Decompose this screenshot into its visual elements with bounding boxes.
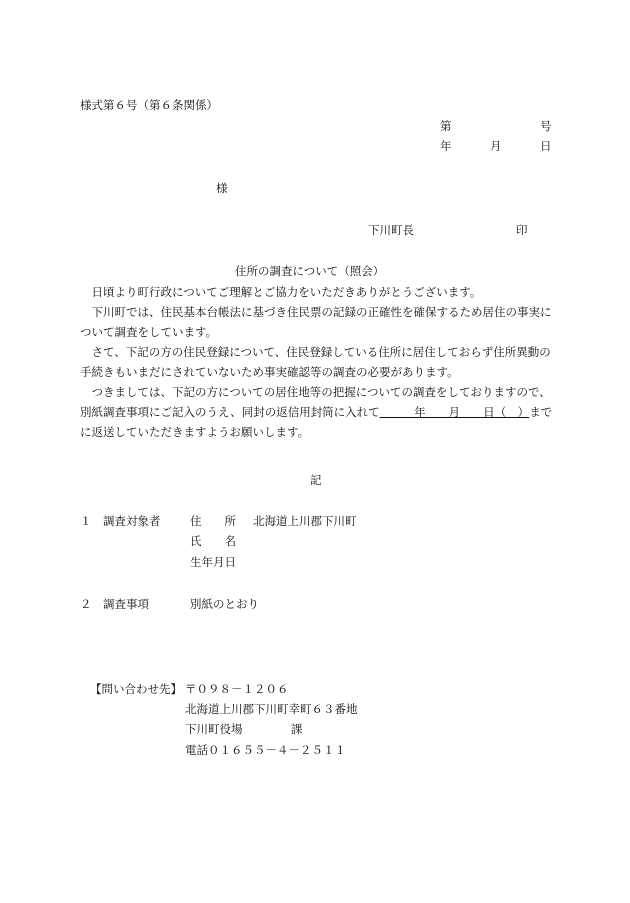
- form-label: 様式第６号（第６条関係）: [80, 98, 218, 112]
- birthdate-label: 生年月日: [190, 555, 236, 569]
- item-1-number: １: [80, 514, 92, 528]
- reply-deadline-weekday: （ ）: [494, 405, 530, 419]
- document-title: 住所の調査について（照会）: [235, 264, 385, 278]
- sender-seal: 印: [516, 223, 528, 237]
- body-paragraph-4: [80, 382, 554, 442]
- address-label: 住 所: [190, 514, 236, 528]
- item-2-label: 調査事項: [103, 597, 149, 611]
- contact-address: 北海道上川郡下川町幸町６３番地: [185, 702, 358, 716]
- doc-number-dai: 第: [440, 119, 452, 133]
- date-month: 月: [490, 139, 502, 153]
- contact-office: 下川町役場: [185, 722, 243, 736]
- item-2-number: ２: [80, 597, 92, 611]
- contact-phone: 電話０１６５５－４－２５１１: [185, 743, 346, 757]
- contact-label: 【問い合わせ先】: [90, 682, 182, 696]
- doc-number-go: 号: [540, 119, 552, 133]
- item-1-label: 調査対象者: [103, 514, 161, 528]
- ki-heading: 記: [310, 473, 322, 487]
- name-label: 氏 名: [190, 534, 236, 548]
- reply-deadline-date: 年 月 日: [379, 405, 495, 419]
- body-paragraph-2: 下川町では、住民基本台帳法に基づき住民票の記録の正確性を確保するため居住の事実について調査をしています。: [80, 305, 552, 339]
- contact-postal: 〒０９８－１２０６: [185, 682, 289, 696]
- body-paragraph-1: 日頃より町行政についてご理解とご協力をいただきありがとうございます。: [80, 285, 482, 299]
- sender-title: 下川町長: [368, 223, 414, 237]
- body-paragraph-4-end: までに返送していただきますようお願いします。: [80, 405, 553, 439]
- date-day: 日: [540, 139, 552, 153]
- address-value: 北海道上川郡下川町: [253, 514, 357, 528]
- item-2-value: 別紙のとおり: [190, 597, 259, 611]
- body-paragraph-4-text: つきましては、下記の方についての居住地等の把握についての調査をしておりますので、別紙調査事項にご記入のうえ、同封の返信用封筒に入れて: [80, 385, 551, 419]
- contact-ka: 課: [291, 722, 303, 736]
- date-year: 年: [440, 139, 452, 153]
- body-paragraph-3: さて、下記の方の住民登録について、住民登録している住所に居住しておらず住所異動の手続きもいまだにされていないため事実確認等の調査の必要があります。: [80, 345, 551, 379]
- addressee-sama: 様: [216, 181, 228, 195]
